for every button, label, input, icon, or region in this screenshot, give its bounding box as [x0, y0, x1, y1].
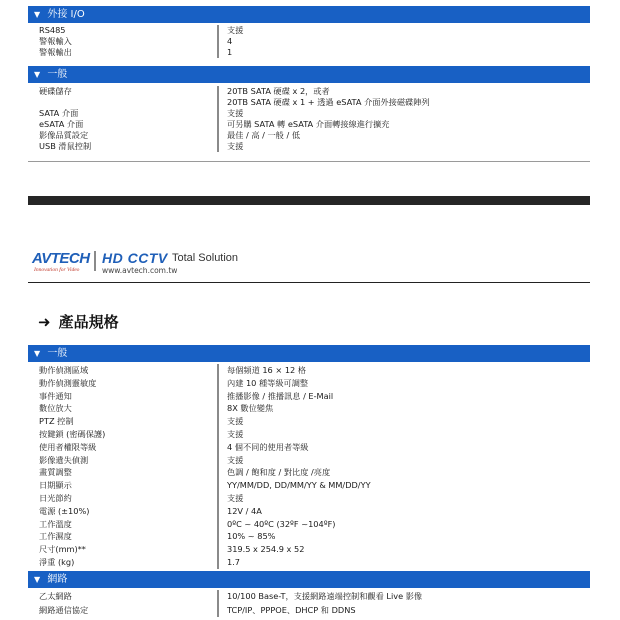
spec-label: PTZ 控制 — [39, 416, 74, 427]
spec-label: 動作偵測區域 — [39, 365, 89, 375]
section-header-general-spec — [28, 345, 590, 362]
spec-value: 支援 — [227, 108, 244, 118]
table-row — [28, 86, 590, 108]
table-row — [28, 130, 590, 141]
spec-value: YY/MM/DD, DD/MM/YY & MM/DD/YY — [227, 480, 371, 491]
table-row — [28, 47, 590, 58]
spec-label: 事件通知 — [39, 390, 72, 401]
product-line: HD CCTV — [102, 250, 168, 266]
section-header-network — [28, 571, 590, 588]
collapse-triangle-icon: ▼ — [34, 349, 41, 358]
table-row — [28, 590, 590, 604]
spec-value: 色調 / 飽和度 / 對比度 /亮度 — [227, 467, 331, 478]
spec-label: eSATA 介面 — [39, 119, 84, 129]
spec-value: 支援 — [227, 416, 244, 427]
spec-value: 10% ~ 85% — [227, 531, 276, 542]
spec-label: 影像遺失偵測 — [39, 454, 89, 465]
brand-slogan: Innovation for Video — [34, 267, 80, 273]
spec-value: 10/100 Base-T，支援網路遠端控制和觀看 Live 影像 — [227, 591, 423, 601]
section-title: 網路 — [47, 574, 68, 585]
spec-table-network — [28, 590, 590, 617]
table-row — [28, 543, 590, 556]
spec-value: 1.7 — [227, 556, 241, 567]
arrow-right-icon: ➜ — [38, 313, 51, 331]
table-row — [28, 556, 590, 569]
spec-label: 網路通信協定 — [39, 604, 89, 615]
spec-label: 影像品質設定 — [39, 130, 89, 140]
spec-value: 最佳 / 高 / 一般 / 低 — [227, 130, 301, 140]
logo-separator — [94, 251, 96, 271]
table-row — [28, 492, 590, 505]
spec-label: 數位放大 — [39, 403, 72, 414]
table-row — [28, 428, 590, 441]
table-row — [28, 505, 590, 518]
spec-label: 動作偵測靈敏度 — [39, 377, 97, 388]
spec-value-line2: 20TB SATA 硬碟 x 1 + 透過 eSATA 介面外接磁碟陣列 — [227, 97, 430, 107]
spec-label: 工作溫度 — [39, 518, 72, 529]
spec-value: 支援 — [227, 428, 244, 439]
spec-label: 按鍵鎖 (密碼保護) — [39, 428, 106, 439]
table-row — [28, 441, 590, 454]
spec-label: 警報輸入 — [39, 36, 72, 46]
table-row — [28, 141, 590, 152]
collapse-triangle-icon: ▼ — [34, 575, 41, 584]
spec-table-general-spec — [28, 364, 590, 569]
spec-value: 20TB SATA 硬碟 x 2，或者 — [227, 86, 330, 96]
spec-value: 4 個不同的使用者等級 — [227, 441, 309, 452]
table-row — [28, 466, 590, 479]
spec-label: 畫質調整 — [39, 467, 72, 478]
spec-label: RS485 — [39, 25, 66, 35]
table-row — [28, 518, 590, 531]
spec-value: 1 — [227, 47, 233, 57]
spec-table-general — [28, 86, 590, 152]
spec-value: 內建 10 種等級可調整 — [227, 377, 309, 388]
spec-label: SATA 介面 — [39, 108, 79, 118]
table-row — [28, 119, 590, 130]
table-row — [28, 402, 590, 415]
spec-value: 支援 — [227, 454, 244, 465]
page-title — [38, 311, 119, 332]
spec-label: 硬碟儲存 — [39, 86, 72, 96]
spec-label: USB 滑鼠控制 — [39, 141, 92, 151]
spec-label: 使用者權限等級 — [39, 441, 97, 452]
spec-value: 支援 — [227, 25, 244, 35]
spec-value: 4 — [227, 36, 233, 46]
table-row — [28, 604, 590, 618]
table-row — [28, 530, 590, 543]
section-title: 外接 I/O — [47, 9, 85, 20]
table-row — [28, 479, 590, 492]
spec-value: 12V / 4A — [227, 505, 262, 516]
spec-label: 工作濕度 — [39, 531, 72, 542]
spec-label: 日光節約 — [39, 492, 72, 503]
spec-value: TCP/IP、PPPOE、DHCP 和 DDNS — [227, 604, 356, 615]
spec-label: 日期顯示 — [39, 480, 72, 491]
table-row — [28, 25, 590, 36]
table-row — [28, 36, 590, 47]
brand-name: AVTECH — [32, 250, 90, 267]
spec-value: 推播影像 / 推播訊息 / E-Mail — [227, 390, 334, 401]
table-row — [28, 390, 590, 403]
spec-label: 尺寸(mm)** — [39, 544, 86, 555]
page-footer-bar — [28, 196, 590, 205]
spec-value: 8X 數位變焦 — [227, 403, 274, 414]
spec-label: 淨重 (kg) — [39, 556, 75, 567]
spec-value: 支援 — [227, 492, 244, 503]
spec-value: 0ºC ~ 40ºC (32ºF ~104ºF) — [227, 518, 336, 529]
spec-value: 319.5 x 254.9 x 52 — [227, 544, 305, 555]
section-header-io — [28, 6, 590, 23]
website-url: www.avtech.com.tw — [102, 266, 178, 275]
brand-logo — [32, 250, 332, 278]
header-rule — [28, 282, 590, 283]
table-row — [28, 108, 590, 119]
page-title-text: 產品規格 — [58, 313, 119, 331]
table-row — [28, 377, 590, 390]
product-tagline: Total Solution — [172, 252, 239, 264]
spec-table-io — [28, 25, 590, 58]
table-row — [28, 415, 590, 428]
spec-label: 警報輸出 — [39, 47, 72, 57]
section-title: 一般 — [47, 348, 68, 359]
section-header-general — [28, 66, 590, 83]
spec-label: 乙太網路 — [39, 591, 72, 601]
collapse-triangle-icon: ▼ — [34, 70, 41, 79]
spec-value: 可另購 SATA 轉 eSATA 介面轉接線進行擴充 — [227, 119, 390, 129]
spec-value: 支援 — [227, 141, 244, 151]
table-bottom-rule — [28, 161, 590, 162]
table-row — [28, 364, 590, 377]
spec-label: 電源 (±10%) — [39, 505, 90, 516]
table-row — [28, 454, 590, 467]
collapse-triangle-icon: ▼ — [34, 10, 41, 19]
section-title: 一般 — [47, 69, 68, 80]
spec-value: 每個頻道 16 × 12 格 — [227, 365, 307, 375]
